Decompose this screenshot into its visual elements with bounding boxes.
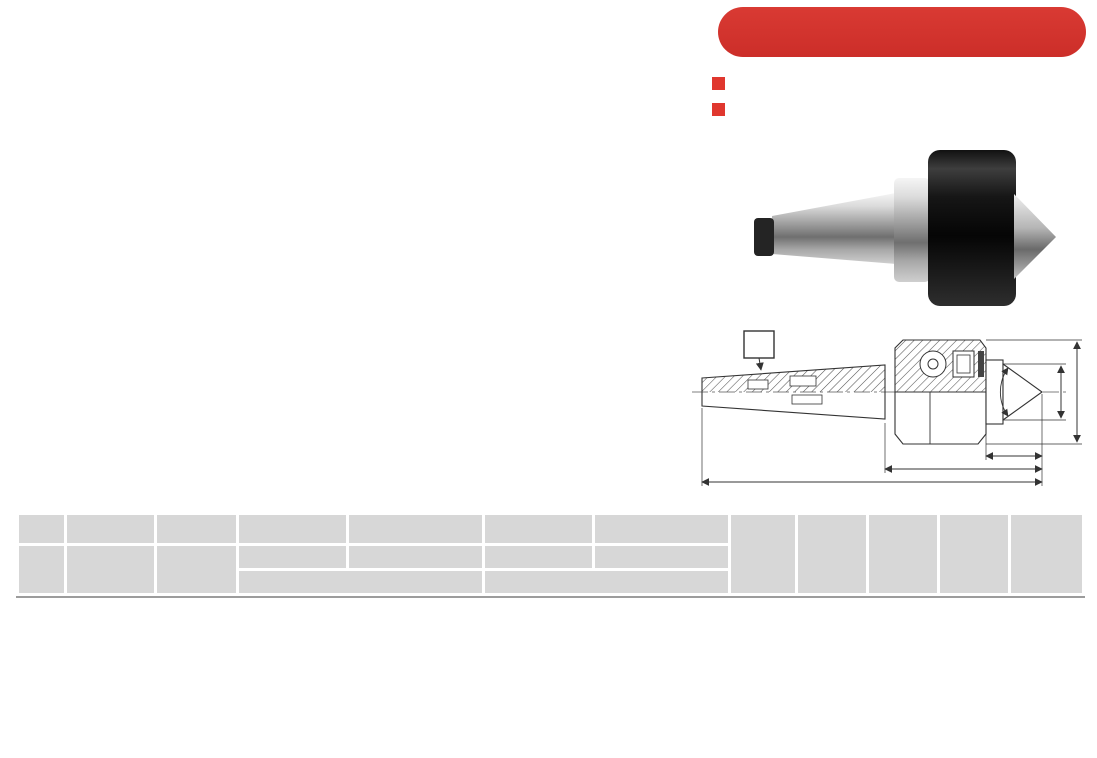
spec-table [16,512,1085,598]
drawing-bearing-ball-inner [928,359,938,369]
model-badge [718,7,1086,57]
k-label-box [744,331,774,358]
radial-load-plot [0,90,345,490]
product-bullets [712,77,737,116]
list-item [712,103,737,116]
col-header-k-pl [19,515,64,543]
bullet-square-icon [712,77,725,90]
drawing-detail [792,395,822,404]
col-header-rpm-ru [157,546,236,593]
col-header-nr-ru [595,546,728,568]
drawing-seal [978,351,984,377]
col-header-dim-l [1011,515,1082,593]
drawing-detail [790,376,816,386]
col-header-bicie-ru [239,546,346,568]
drawing-bearing-roller-inner [957,355,970,373]
photo-shank [772,193,896,264]
header-row [19,515,1082,543]
bullet-square-icon [712,103,725,116]
spacer [95,4,355,10]
list-item [712,77,737,90]
col-header-bicie-pl [485,515,592,543]
col-header-dim-d [940,515,1008,593]
col-header-waga-ru [67,546,154,593]
col-header-nr-pl [349,515,482,543]
axial-load-chart [345,0,675,505]
k-leader [759,358,761,370]
col-header-k-ru [19,546,64,593]
photo-shank-tip [754,218,774,256]
radial-load-chart [0,0,345,505]
col-header-dim-a [731,515,795,593]
drawing-detail [748,380,768,389]
axial-load-plot [345,90,675,490]
product-photo [690,140,1090,315]
axial-chart-title [390,4,650,10]
band-standard [485,571,728,593]
photo-cone-point [1014,194,1056,279]
photo-collar [894,178,930,282]
col-header-bicie-pl [239,515,346,543]
col-header-dim-b [798,515,866,593]
spec-table-header [19,515,1082,593]
col-header-nr-ru [349,546,482,568]
col-header-bicie-ru [485,546,592,568]
col-header-dim-c [869,515,937,593]
band-precision [239,571,482,593]
col-header-waga-pl [67,515,154,543]
col-header-nr-pl [595,515,728,543]
col-header-rpm-pl [157,515,236,543]
technical-drawing [690,318,1090,510]
drawing-housing-lower [895,392,986,444]
drawing-cone [1003,364,1042,420]
photo-body [928,150,1016,306]
radial-chart-title [95,4,355,10]
spacer [390,4,650,10]
